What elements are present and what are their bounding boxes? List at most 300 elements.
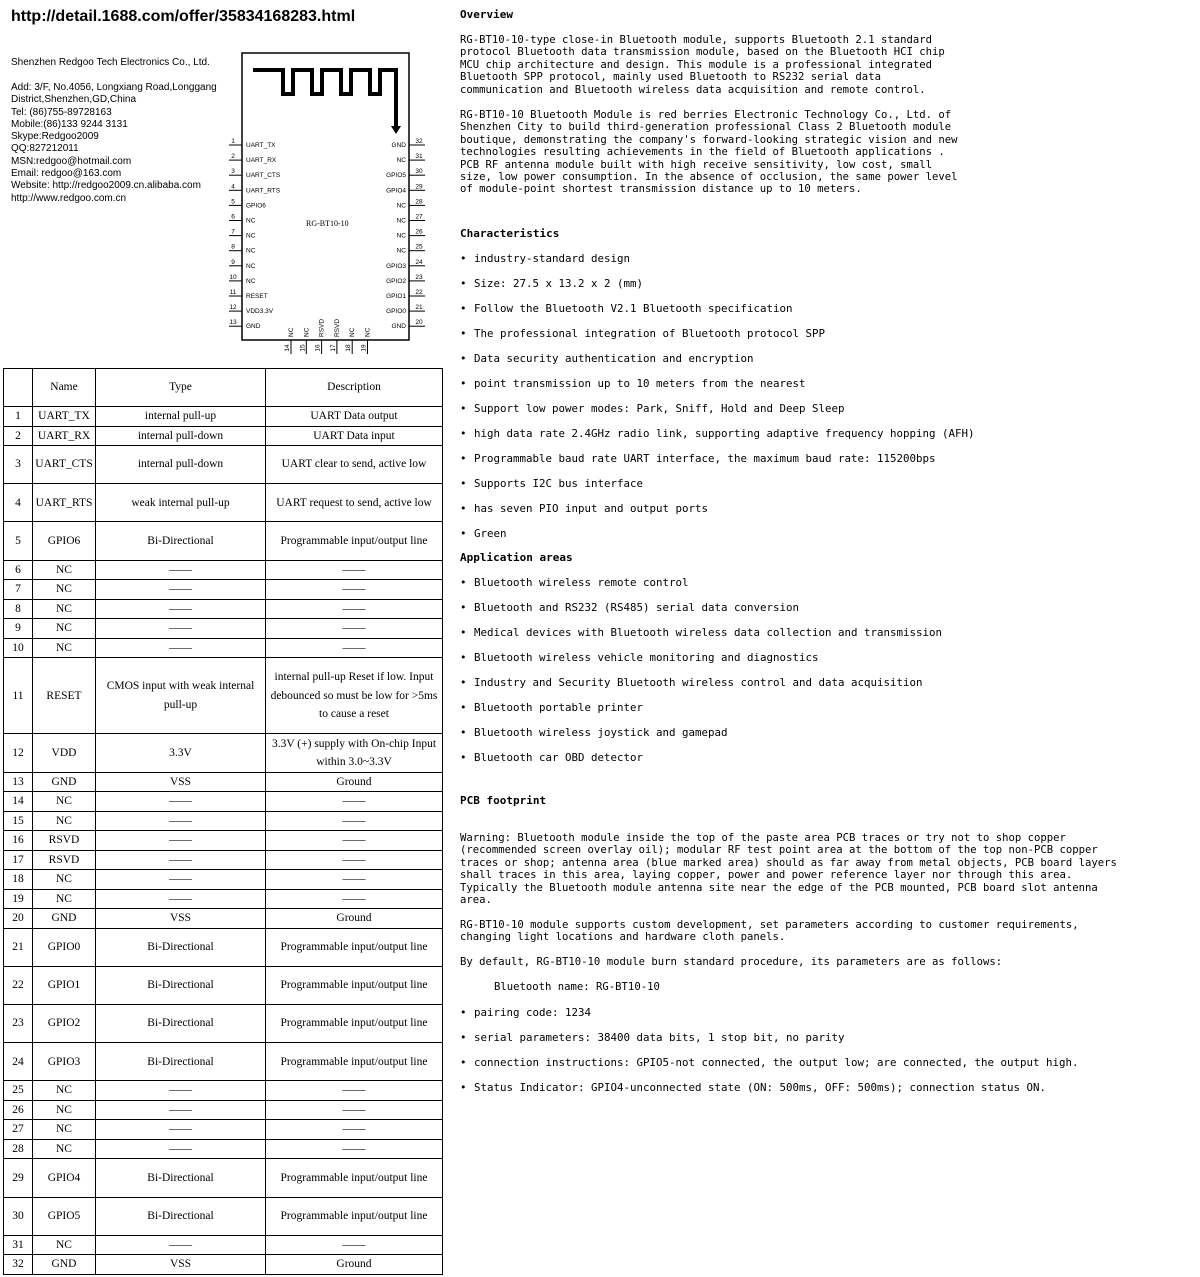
pin-description-cell: —— — [266, 560, 443, 580]
list-item-text: Bluetooth wireless vehicle monitoring and diagnostics — [474, 651, 819, 664]
pin-type-cell: VSS — [96, 772, 266, 792]
list-item-text: Bluetooth wireless remote control — [474, 576, 689, 589]
pin-description-cell: —— — [266, 1100, 443, 1120]
pin-name-cell: NC — [33, 870, 96, 890]
table-row — [4, 889, 443, 909]
pin-name-cell: UART_TX — [33, 407, 96, 427]
pin-type-cell: —— — [96, 870, 266, 890]
pin-number: 13 — [229, 319, 237, 327]
antenna-arrow-icon — [391, 126, 401, 134]
list-item-text: industry-standard design — [474, 252, 631, 265]
table-row — [4, 1081, 443, 1101]
table-row — [4, 850, 443, 870]
pin-number: 7 — [231, 228, 235, 236]
pin-number: 2 — [231, 153, 235, 161]
pin-number: 1 — [231, 138, 235, 145]
pin-name-cell: GND — [33, 772, 96, 792]
pin-label: NC — [349, 327, 357, 337]
characteristic-item — [460, 502, 708, 515]
table-row — [4, 426, 443, 446]
pin-description-cell: —— — [266, 1081, 443, 1101]
pin-description-cell: Ground — [266, 772, 443, 792]
pin-description-cell: UART Data input — [266, 426, 443, 446]
bullet-icon: • — [460, 701, 467, 714]
pin-label: NC — [396, 247, 406, 255]
pin-name-cell: GPIO6 — [33, 522, 96, 560]
table-row — [4, 1139, 443, 1159]
list-item-text: connection instructions: GPIO5-not connected, the output low; are connected, the output high. — [474, 1056, 1079, 1069]
table-row — [4, 1235, 443, 1255]
list-item-text: Bluetooth and RS232 (RS485) serial data conversion — [474, 601, 800, 614]
pin-name-cell: NC — [33, 599, 96, 619]
pin-description-cell: Programmable input/output line — [266, 966, 443, 1004]
pin-label: NC — [246, 277, 256, 285]
list-item-text: Bluetooth car OBD detector — [474, 751, 644, 764]
contact-line: Skype:Redgoo2009 — [11, 131, 99, 143]
pin-name-cell: NC — [33, 889, 96, 909]
application-item — [460, 576, 689, 589]
pin-label: GPIO4 — [386, 187, 406, 195]
pcb-warning-paragraph: Warning: Bluetooth module inside the top of the paste area PCB traces or try not to shop copper (recommended screen overlay oil); modular RF test point area at the bottom of the top non-PCB copper traces or shop; antenna area (blue marked area) should as far away from metal objects, PCB board layers shall traces in this area, laying copper, power and power reference layer nor through this area. Typically the Bluetooth module antenna site near the edge of the PCB mounted, PCB board slot antenna area. — [460, 832, 1117, 907]
pin-number: 25 — [415, 243, 423, 251]
characteristic-item — [460, 452, 936, 465]
pin-label: NC — [396, 217, 406, 225]
characteristic-item — [460, 402, 845, 415]
application-item — [460, 626, 942, 639]
pin-number-cell: 23 — [4, 1005, 33, 1043]
table-row — [4, 772, 443, 792]
pin-type-cell: —— — [96, 619, 266, 639]
pin-type-cell: —— — [96, 850, 266, 870]
contact-line: Email: redgoo@163.com — [11, 168, 122, 180]
table-row — [4, 734, 443, 772]
list-item-text: Follow the Bluetooth V2.1 Bluetooth specification — [474, 302, 793, 315]
pin-description-table — [3, 368, 443, 1275]
pin-number: 18 — [345, 344, 353, 352]
pin-number: 4 — [231, 183, 235, 191]
list-item-text: Programmable baud rate UART interface, the maximum baud rate: 115200bps — [474, 452, 936, 465]
list-item-text: high data rate 2.4GHz radio link, supporting adaptive frequency hopping (AFH) — [474, 427, 975, 440]
pin-type-cell: Bi-Directional — [96, 1043, 266, 1081]
pin-number-cell: 32 — [4, 1255, 33, 1275]
pin-description-cell: Ground — [266, 1255, 443, 1275]
pin-number: 28 — [415, 198, 423, 206]
pin-number: 9 — [231, 258, 235, 266]
pin-number: 17 — [329, 344, 337, 352]
list-item-text: pairing code: 1234 — [474, 1006, 592, 1019]
pin-number-cell: 18 — [4, 870, 33, 890]
table-row — [4, 484, 443, 522]
pin-label: NC — [396, 157, 406, 165]
pin-number-cell: 13 — [4, 772, 33, 792]
contact-line: QQ:827212011 — [11, 143, 79, 155]
list-item-text: Green — [474, 527, 507, 540]
pin-number: 20 — [415, 319, 423, 327]
pin-description-cell: —— — [266, 1139, 443, 1159]
pin-name-cell: UART_RTS — [33, 484, 96, 522]
list-item-text: Bluetooth portable printer — [474, 701, 644, 714]
pin-label: NC — [246, 217, 256, 225]
default-parameter-item — [460, 1081, 1046, 1094]
pin-label: NC — [364, 327, 372, 337]
characteristic-item — [460, 427, 975, 440]
pin-name-cell: NC — [33, 811, 96, 831]
pin-number: 19 — [360, 344, 368, 352]
pin-type-cell: Bi-Directional — [96, 966, 266, 1004]
application-item — [460, 601, 799, 614]
contact-line: MSN:redgoo@hotmail.com — [11, 155, 132, 167]
pin-name-cell: VDD — [33, 734, 96, 772]
pin-label: GPIO1 — [386, 293, 406, 300]
pin-number-cell: 19 — [4, 889, 33, 909]
pin-name-cell: RSVD — [33, 850, 96, 870]
pin-name-cell: NC — [33, 619, 96, 639]
pin-number: 32 — [415, 138, 423, 145]
pin-label: GND — [391, 142, 406, 149]
pin-name-cell: GPIO3 — [33, 1043, 96, 1081]
table-row — [4, 446, 443, 484]
pin-type-cell: —— — [96, 889, 266, 909]
application-item — [460, 726, 728, 739]
bullet-icon: • — [460, 427, 467, 440]
table-row — [4, 870, 443, 890]
application-item — [460, 651, 819, 664]
pin-name-cell: GPIO4 — [33, 1159, 96, 1197]
pin-type-cell: CMOS input with weak internal pull-up — [96, 658, 266, 734]
pin-label: RSVD — [318, 318, 326, 337]
list-item-text: The professional integration of Bluetooth protocol SPP — [474, 327, 826, 340]
list-item-text: point transmission up to 10 meters from the nearest — [474, 377, 806, 390]
pin-label: NC — [246, 247, 256, 255]
bullet-icon: • — [460, 626, 467, 639]
characteristic-item — [460, 377, 806, 390]
default-parameter-item — [460, 1006, 591, 1019]
pin-type-cell: —— — [96, 811, 266, 831]
pin-number-cell: 6 — [4, 560, 33, 580]
application-item — [460, 676, 923, 689]
pin-description-cell: Ground — [266, 909, 443, 929]
table-row — [4, 1197, 443, 1235]
pin-label: GND — [246, 323, 261, 331]
pin-description-cell: —— — [266, 811, 443, 831]
default-parameter-item — [460, 1031, 845, 1044]
pin-name-cell: NC — [33, 792, 96, 812]
module-pinout-diagram — [220, 48, 440, 358]
table-row — [4, 1120, 443, 1140]
pin-description-cell: —— — [266, 850, 443, 870]
pin-type-cell: —— — [96, 560, 266, 580]
pin-label: GPIO3 — [386, 262, 406, 270]
application-item — [460, 751, 643, 764]
list-item-text: Support low power modes: Park, Sniff, Hold and Deep Sleep — [474, 402, 845, 415]
pin-name-cell: GND — [33, 909, 96, 929]
list-item-text: Bluetooth wireless joystick and gamepad — [474, 726, 728, 739]
pin-label: UART_RTS — [246, 187, 281, 195]
pin-description-cell: Programmable input/output line — [266, 1043, 443, 1081]
pin-number: 24 — [415, 258, 423, 266]
pin-type-cell: —— — [96, 638, 266, 658]
pin-number-cell: 20 — [4, 909, 33, 929]
table-row — [4, 1043, 443, 1081]
bullet-icon: • — [460, 402, 467, 415]
pin-number-cell: 22 — [4, 966, 33, 1004]
pin-number-cell: 8 — [4, 599, 33, 619]
col-header-pin — [4, 369, 33, 407]
pin-number: 22 — [415, 289, 423, 296]
pin-type-cell: internal pull-down — [96, 446, 266, 484]
table-row — [4, 658, 443, 734]
defaults-intro: By default, RG-BT10-10 module burn standard procedure, its parameters are as follows: — [460, 956, 1003, 968]
pin-type-cell: Bi-Directional — [96, 522, 266, 560]
table-row — [4, 928, 443, 966]
pin-description-cell: —— — [266, 1235, 443, 1255]
bullet-icon: • — [460, 676, 467, 689]
pin-type-cell: —— — [96, 599, 266, 619]
pin-name-cell: NC — [33, 1100, 96, 1120]
list-item-text: Medical devices with Bluetooth wireless data collection and transmission — [474, 626, 943, 639]
pin-type-cell: Bi-Directional — [96, 1197, 266, 1235]
pin-description-cell: —— — [266, 638, 443, 658]
pin-number-cell: 10 — [4, 638, 33, 658]
pin-label: UART_RX — [246, 157, 277, 165]
table-row — [4, 580, 443, 600]
pin-label: VDD3.3V — [246, 308, 274, 316]
pin-label: GPIO6 — [246, 202, 266, 210]
table-row — [4, 638, 443, 658]
pin-number-cell: 30 — [4, 1197, 33, 1235]
pin-label: RESET — [246, 293, 268, 300]
pin-description-cell: Programmable input/output line — [266, 522, 443, 560]
bullet-icon: • — [460, 302, 467, 315]
pin-number: 15 — [299, 344, 307, 352]
pin-number: 30 — [415, 168, 423, 176]
table-row — [4, 811, 443, 831]
default-parameter-item — [460, 1056, 1079, 1069]
table-row — [4, 831, 443, 851]
pin-label: GND — [391, 323, 406, 331]
pin-description-cell: Programmable input/output line — [266, 1159, 443, 1197]
bullet-icon: • — [460, 277, 467, 290]
pin-number: 16 — [314, 344, 322, 352]
module-label: RG-BT10-10 — [306, 219, 349, 228]
overview-heading: Overview — [460, 8, 513, 21]
characteristic-item — [460, 302, 793, 315]
application-item — [460, 701, 643, 714]
bullet-icon: • — [460, 601, 467, 614]
pin-number: 29 — [415, 183, 423, 191]
offer-url-link[interactable]: http://detail.1688.com/offer/35834168283.html — [11, 8, 356, 25]
pin-name-cell: NC — [33, 1081, 96, 1101]
pin-name-cell: RESET — [33, 658, 96, 734]
pin-name-cell: GND — [33, 1255, 96, 1275]
bullet-icon: • — [460, 477, 467, 490]
pin-number-cell: 15 — [4, 811, 33, 831]
pin-label: UART_TX — [246, 142, 276, 149]
pin-label: NC — [246, 262, 256, 270]
pin-name-cell: GPIO2 — [33, 1005, 96, 1043]
bullet-icon: • — [460, 452, 467, 465]
pin-number-cell: 21 — [4, 928, 33, 966]
bullet-icon: • — [460, 576, 467, 589]
table-row — [4, 1100, 443, 1120]
pin-type-cell: internal pull-up — [96, 407, 266, 427]
pin-type-cell: —— — [96, 1081, 266, 1101]
pin-type-cell: internal pull-down — [96, 426, 266, 446]
pin-description-cell: internal pull-up Reset if low. Input debounced so must be low for >5ms to cause a reset — [266, 658, 443, 734]
pin-number-cell: 1 — [4, 407, 33, 427]
pin-description-cell: —— — [266, 792, 443, 812]
pin-label: NC — [303, 327, 311, 337]
pin-number-cell: 2 — [4, 426, 33, 446]
pin-description-cell: 3.3V (+) supply with On-chip Input within 3.0~3.3V — [266, 734, 443, 772]
characteristic-item — [460, 527, 507, 540]
pin-type-cell: —— — [96, 580, 266, 600]
bullet-icon: • — [460, 252, 467, 265]
pin-number-cell: 16 — [4, 831, 33, 851]
overview-paragraph-1: RG-BT10-10-type close-in Bluetooth module, supports Bluetooth 2.1 standard protocol Bluetooth data transmission module, based on the Bluetooth HCI chip MCU chip architecture and design. This module is a professional integrated Bluetooth SPP protocol, mainly used Bluetooth to RS232 serial data communication and Bluetooth wireless data acquisition and remote control. — [460, 34, 945, 96]
pin-label: RSVD — [333, 318, 341, 337]
col-header-type: Type — [96, 369, 266, 407]
pin-number-cell: 24 — [4, 1043, 33, 1081]
pin-name-cell: UART_CTS — [33, 446, 96, 484]
pin-type-cell: —— — [96, 831, 266, 851]
table-row — [4, 792, 443, 812]
bullet-icon: • — [460, 352, 467, 365]
pin-description-cell: Programmable input/output line — [266, 928, 443, 966]
pin-number: 14 — [284, 344, 291, 352]
pin-description-cell: —— — [266, 580, 443, 600]
contact-line: Website: http://redgoo2009.cn.alibaba.com — [11, 180, 201, 192]
pin-number-cell: 7 — [4, 580, 33, 600]
pin-number: 23 — [415, 273, 423, 281]
table-row — [4, 1005, 443, 1043]
contact-line: http://www.redgoo.com.cn — [11, 192, 127, 204]
pin-name-cell: NC — [33, 560, 96, 580]
pin-type-cell: Bi-Directional — [96, 928, 266, 966]
pin-label: NC — [246, 232, 256, 240]
bullet-icon: • — [460, 1006, 467, 1019]
characteristic-item — [460, 477, 643, 490]
pin-name-cell: GPIO1 — [33, 966, 96, 1004]
pin-number: 6 — [231, 213, 235, 221]
pin-number: 10 — [229, 273, 237, 281]
pin-number-cell: 26 — [4, 1100, 33, 1120]
pin-description-cell: Programmable input/output line — [266, 1005, 443, 1043]
pin-number-cell: 25 — [4, 1081, 33, 1101]
table-row — [4, 599, 443, 619]
pin-number: 31 — [415, 153, 423, 161]
bullet-icon: • — [460, 377, 467, 390]
bullet-icon: • — [460, 651, 467, 664]
pin-description-cell: UART request to send, active low — [266, 484, 443, 522]
bullet-icon: • — [460, 726, 467, 739]
pin-number-cell: 14 — [4, 792, 33, 812]
bullet-icon: • — [460, 1031, 467, 1044]
pin-number-cell: 12 — [4, 734, 33, 772]
pin-description-cell: —— — [266, 1120, 443, 1140]
pin-number: 3 — [231, 168, 235, 176]
company-name: Shenzhen Redgoo Tech Electronics Co., Ltd. — [11, 57, 210, 68]
pin-number-cell: 11 — [4, 658, 33, 734]
list-item-text: has seven PIO input and output ports — [474, 502, 709, 515]
pin-number: 8 — [231, 243, 235, 251]
characteristic-item — [460, 327, 825, 340]
pin-label: NC — [288, 327, 295, 337]
pin-number-cell: 17 — [4, 850, 33, 870]
table-row — [4, 560, 443, 580]
pin-label: NC — [396, 202, 406, 210]
pin-type-cell: VSS — [96, 909, 266, 929]
pin-number-cell: 5 — [4, 522, 33, 560]
bullet-icon: • — [460, 327, 467, 340]
pin-label: UART_CTS — [246, 172, 281, 180]
pin-number: 5 — [231, 198, 235, 206]
pin-type-cell: 3.3V — [96, 734, 266, 772]
list-item-text: serial parameters: 38400 data bits, 1 stop bit, no parity — [474, 1031, 845, 1044]
contact-line: Tel: (86)755-89728163 — [11, 106, 112, 118]
pin-name-cell: GPIO5 — [33, 1197, 96, 1235]
custom-dev-paragraph: RG-BT10-10 module supports custom development, set parameters according to customer requirements, changing light locations and hardware cloth panels. — [460, 919, 1079, 944]
pin-description-cell: —— — [266, 831, 443, 851]
table-row — [4, 966, 443, 1004]
antenna-trace-icon — [253, 70, 396, 130]
pin-name-cell: NC — [33, 1235, 96, 1255]
pin-number-cell: 9 — [4, 619, 33, 639]
pin-description-cell: —— — [266, 599, 443, 619]
table-row — [4, 522, 443, 560]
pin-name-cell: NC — [33, 580, 96, 600]
table-row — [4, 909, 443, 929]
pin-description-cell: UART Data output — [266, 407, 443, 427]
pin-type-cell: —— — [96, 792, 266, 812]
pin-description-cell: —— — [266, 619, 443, 639]
list-item-text: Industry and Security Bluetooth wireless control and data acquisition — [474, 676, 923, 689]
pin-description-cell: UART clear to send, active low — [266, 446, 443, 484]
pin-label: GPIO5 — [386, 172, 406, 180]
table-row — [4, 1255, 443, 1275]
pin-type-cell: weak internal pull-up — [96, 484, 266, 522]
table-row — [4, 619, 443, 639]
bullet-icon: • — [460, 751, 467, 764]
pin-number: 27 — [415, 213, 423, 221]
pin-type-cell: —— — [96, 1100, 266, 1120]
bullet-icon: • — [460, 1081, 467, 1094]
contact-line: Mobile:(86)133 9244 3131 — [11, 118, 128, 130]
pin-number-cell: 28 — [4, 1139, 33, 1159]
contact-info — [11, 82, 217, 205]
bullet-icon: • — [460, 527, 467, 540]
pin-type-cell: Bi-Directional — [96, 1005, 266, 1043]
pin-number: 26 — [415, 228, 423, 236]
pin-description-cell: Programmable input/output line — [266, 1197, 443, 1235]
pin-name-cell: UART_RX — [33, 426, 96, 446]
characteristics-heading: Characteristics — [460, 227, 560, 240]
pin-number-cell: 4 — [4, 484, 33, 522]
pin-number-cell: 31 — [4, 1235, 33, 1255]
applications-heading: Application areas — [460, 551, 573, 564]
pin-name-cell: NC — [33, 1139, 96, 1159]
pin-label: GPIO0 — [386, 308, 406, 316]
pin-label: GPIO2 — [386, 277, 406, 285]
characteristic-item — [460, 352, 754, 365]
contact-line: Add: 3/F, No.4056, Longxiang Road,Longgang — [11, 82, 217, 93]
characteristic-item — [460, 277, 643, 290]
pin-name-cell: NC — [33, 1120, 96, 1140]
table-header-row — [4, 369, 443, 407]
pin-label: NC — [396, 232, 406, 240]
col-header-description: Description — [266, 369, 443, 407]
list-item-text: Supports I2C bus interface — [474, 477, 644, 490]
